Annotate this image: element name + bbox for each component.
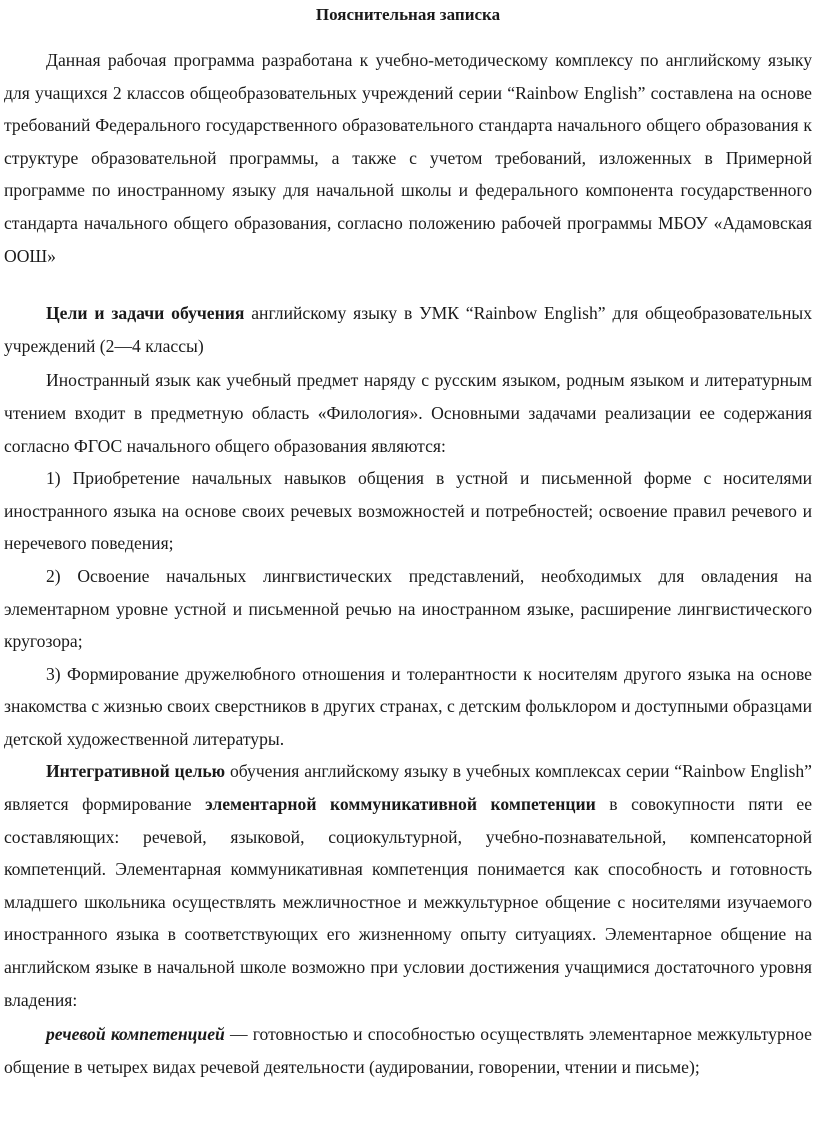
document-title: Пояснительная записка bbox=[315, 5, 501, 24]
integrative-bold-term: элементарной коммуникативной компетенции bbox=[205, 794, 596, 815]
integrative-text-before: обучения английскому языку в учебных комплексах серии “Rainbow English” является формирование bbox=[4, 761, 812, 815]
task-item-2: 2) Освоение начальных лингвистических представлений, необходимых для овладения на элементарном уровне устной и письменной речью на иностранном языке, расширение лингвистического кругозора; bbox=[4, 565, 812, 652]
subject-paragraph: Иностранный язык как учебный предмет наряду с русским языком, родным языком и литературным чтением входит в предметную область «Филология». Основными задачами реализации ее содержания согласно ФГОС начального общего образования являются: bbox=[4, 370, 812, 456]
goals-paragraph bbox=[4, 297, 812, 362]
integrative-heading: Интегративной целью bbox=[46, 761, 226, 782]
goals-heading: Цели и задачи обучения bbox=[46, 303, 245, 324]
speech-competence-text: — готовностью и способностью осуществлять элементарное межкультурное общение в четырех видах речевой деятельности (аудировании, говорении, чтении и письме); bbox=[4, 1024, 812, 1077]
goals-text: английскому языку в УМК “Rainbow English” для общеобразовательных учреждений (2—4 классы) bbox=[4, 303, 812, 356]
task-item-1: 1) Приобретение начальных навыков общения в устной и письменной форме с носителями иностранного языка на основе своих речевых возможностей и потребностей; освоение правил речевого и неречевого поведения; bbox=[4, 468, 812, 554]
speech-competence-term: речевой компетенцией bbox=[46, 1024, 225, 1045]
speech-competence-paragraph bbox=[4, 1018, 812, 1083]
integrative-text-after: в совокупности пяти ее составляющих: речевой, языковой, социокультурной, учебно-познавательной, компенсаторной компетенций. Элементарная коммуникативная компетенция понимается как способность и готовность младшего школьника осуществлять межличностное и межкультурное общение с носителями изучаемого иностранного языка в соответствующих его жизненному опыту ситуациях. Элементарное общение на английском языке в начальной школе возможно при условии достижения учащимися достаточного уровня владения: bbox=[4, 794, 812, 1010]
task-item-3: 3) Формирование дружелюбного отношения и толерантности к носителям другого языка на основе знакомства с жизнью своих сверстников в других странах, с детским фольклором и доступными образцами детской художественной литературы. bbox=[4, 663, 812, 749]
integrative-paragraph bbox=[4, 755, 812, 1016]
intro-paragraph: Данная рабочая программа разработана к учебно-методическому комплексу по английскому языку для учащихся 2 классов общеобразовательных учреждений серии “Rainbow English” составлена на основе требований Федерального государственного образовательного стандарта начального общего образования к структуре образовательной программы, а также с учетом требований, изложенных в Примерной программе по иностранному языку для начальной школы и федерального компонента государственного стандарта начального общего образования, согласно положению рабочей программы МБОУ «Адамовская ООШ» bbox=[4, 50, 812, 266]
